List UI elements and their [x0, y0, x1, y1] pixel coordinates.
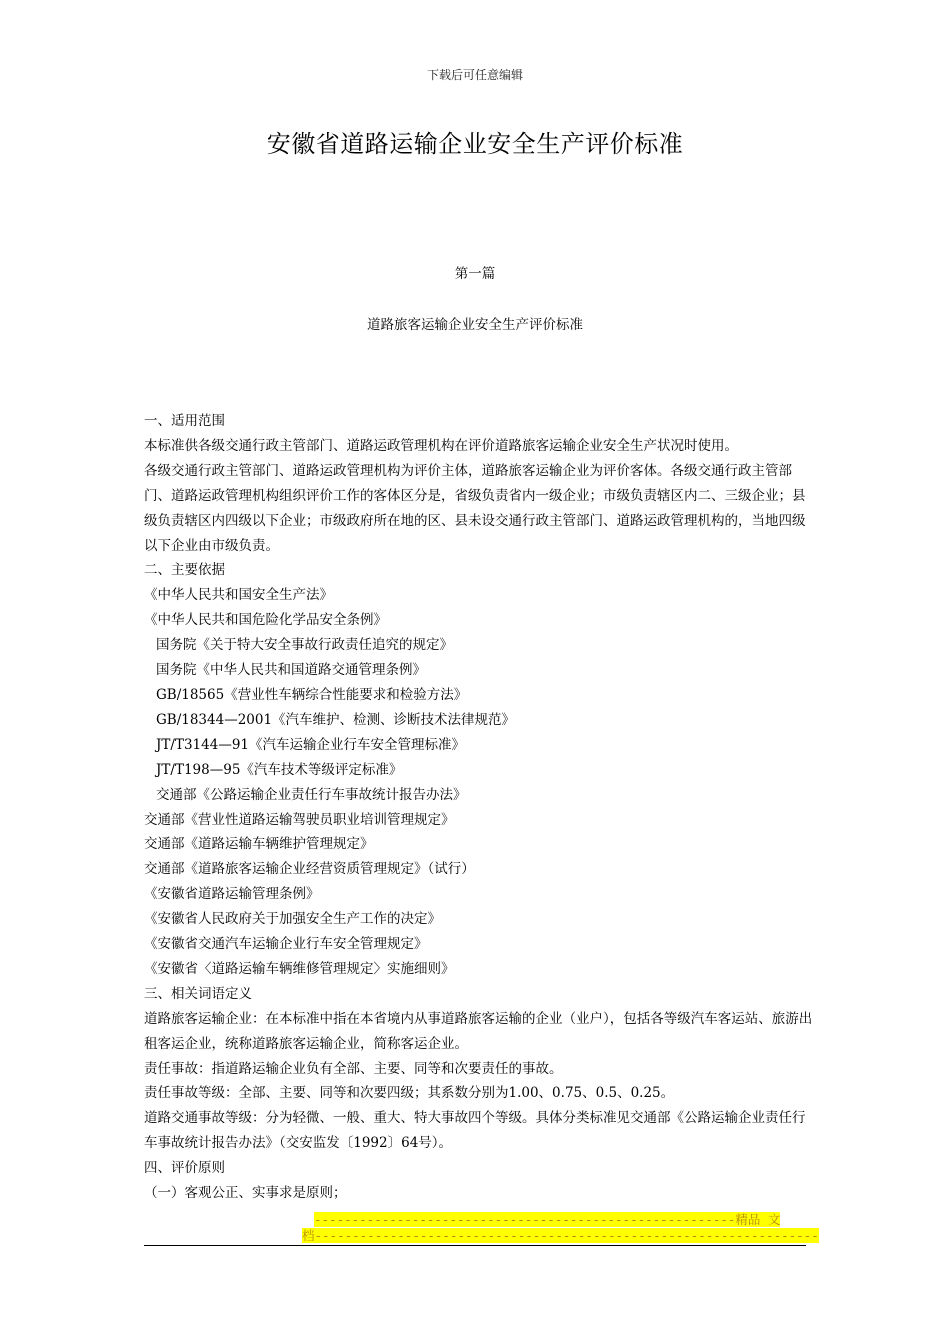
- reference-item: 国务院《中华人民共和国道路交通管理条例》: [156, 662, 426, 679]
- section-heading: 一、适用范围: [144, 413, 225, 429]
- section-heading: 四、评价原则: [144, 1160, 225, 1177]
- reference-item: JT/T3144—91《汽车运输企业行车安全管理标准》: [156, 736, 466, 753]
- reference-item: 《中华人民共和国安全生产法》: [144, 587, 333, 604]
- paragraph: 本标准供各级交通行政主管部门、道路运政管理机构在评价道路旅客运输企业安全生产状况时使用。: [144, 437, 738, 454]
- reference-item: GB/18344—2001《汽车维护、检测、诊断技术法律规范》: [156, 711, 516, 728]
- part-label: 第一篇: [454, 266, 496, 282]
- footer-watermark-line1: --------------------------------------------------------精品 文: [314, 1212, 781, 1227]
- reference-item: 《安徽省道路运输管理条例》: [144, 886, 320, 903]
- reference-item: 交通部《公路运输企业责任行车事故统计报告办法》: [156, 786, 467, 803]
- definition: 道路交通事故等级：分为轻微、一般、重大、特大事故四个等级。具体分类标准见交通部《公路运输企业责任行车事故统计报告办法》（交安监发〔1992〕64号）。: [144, 1110, 806, 1152]
- footer-watermark-line2: 档-------------------------------------------------------------------: [302, 1228, 819, 1243]
- document-subtitle: 道路旅客运输企业安全生产评价标准: [367, 317, 583, 333]
- section-heading: 二、主要依据: [144, 562, 225, 579]
- reference-item: GB/18565《营业性车辆综合性能要求和检验方法》: [156, 686, 468, 703]
- document-title: 安徽省道路运输企业安全生产评价标准: [266, 130, 684, 158]
- definition: 道路旅客运输企业：在本标准中指在本省境内从事道路旅客运输的企业（业户），包括各等级汽车客运站、旅游出租客运企业，统称道路旅客运输企业，简称客运企业。: [144, 1010, 813, 1052]
- definition: 责任事故等级：全部、主要、同等和次要四级；其系数分别为1.00、0.75、0.5、0.25。: [144, 1085, 675, 1102]
- document-body: [144, 409, 816, 1206]
- reference-item: 《中华人民共和国危险化学品安全条例》: [144, 612, 387, 629]
- reference-item: 交通部《营业性道路运输驾驶员职业培训管理规定》: [144, 811, 455, 828]
- reference-item: 《安徽省人民政府关于加强安全生产工作的决定》: [144, 911, 441, 928]
- reference-item: 《安徽省交通汽车运输企业行车安全管理规定》: [144, 936, 428, 953]
- principle-item: （一）客观公正、实事求是原则；: [144, 1185, 347, 1202]
- header-note: 下载后可任意编辑: [426, 68, 523, 82]
- reference-item: 《安徽省〈道路运输车辆维修管理规定〉实施细则》: [144, 960, 455, 977]
- reference-item: 交通部《道路运输车辆维护管理规定》: [144, 836, 374, 853]
- reference-item: JT/T198—95《汽车技术等级评定标准》: [156, 761, 403, 778]
- paragraph: 各级交通行政主管部门、道路运政管理机构为评价主体，道路旅客运输企业为评价客体。各级交通行政主管部门、道路运政管理机构组织评价工作的客体区分是，省级负责省内一级企业；市级负责辖区内二、三级企业；县级负责辖区内四级以下企业；市级政府所在地的区、县未设交通行政主管部门、道路运政管理机构的，当地四级以下企业由市级负责。: [144, 462, 806, 554]
- section-heading: 三、相关词语定义: [144, 985, 252, 1002]
- footer-divider: [144, 1245, 806, 1246]
- definition: 责任事故：指道路运输企业负有全部、主要、同等和次要责任的事故。: [144, 1060, 563, 1077]
- reference-item: 国务院《关于特大安全事故行政责任追究的规定》: [156, 637, 453, 654]
- reference-item: 交通部《道路旅客运输企业经营资质管理规定》（试行）: [144, 861, 475, 878]
